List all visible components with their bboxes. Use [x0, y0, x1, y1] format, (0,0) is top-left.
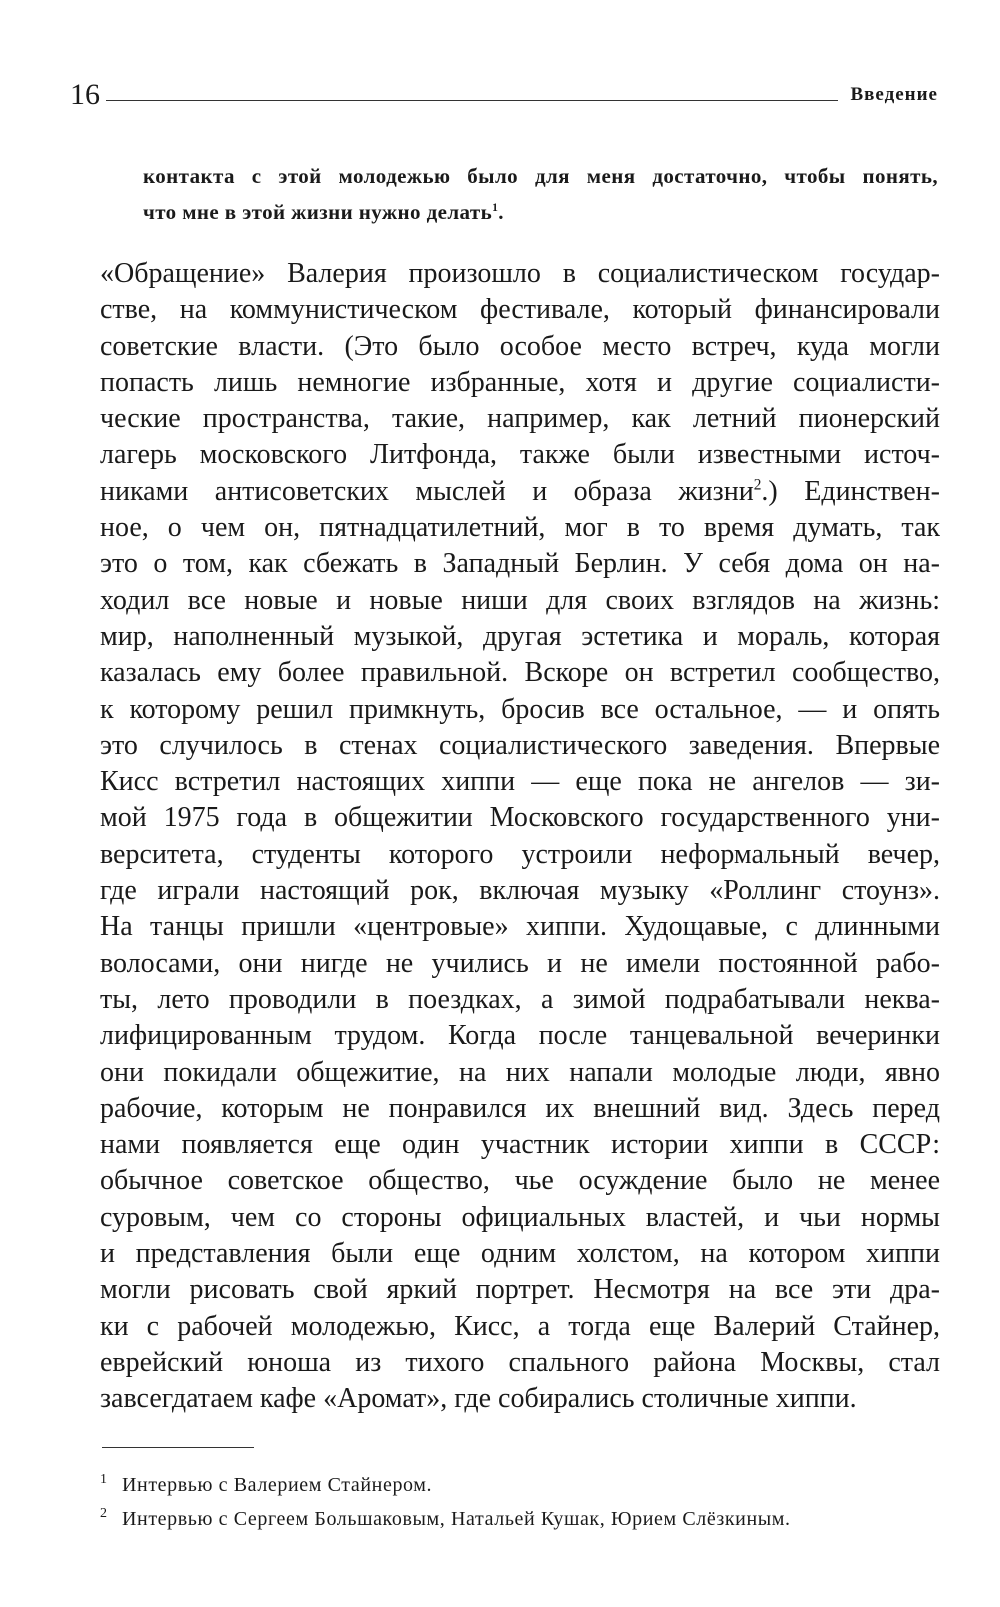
footnote-text: Интервью с Валерием Стайнером.	[122, 1474, 433, 1496]
footnote-ref: 2	[753, 476, 762, 494]
footnote: 2 Интервью с Сергеем Большаковым, Натальей Кушак, Юрием Слёзкиным.	[100, 1506, 791, 1530]
body-line: могли рисовать свой яркий портрет. Несмотря на все эти дра-	[100, 1274, 940, 1306]
body-line: они покидали общежитие, на них напали молодые люди, явно	[100, 1056, 940, 1088]
body-line: и представления были еще одним холстом, на котором хиппи	[100, 1238, 940, 1270]
body-line	[100, 474, 940, 510]
body-line: мой 1975 года в общежитии Московского государственного уни-	[100, 802, 940, 834]
body-line: к которому решил примкнуть, бросив все остальное, — и опять	[100, 693, 940, 725]
body-line: лагерь московского Литфонда, также были известными источ-	[100, 439, 940, 471]
footnote-ref: 1	[492, 202, 499, 214]
body-line: стве, на коммунистическом фестивале, который финансировали	[100, 294, 940, 326]
footnote-text: Интервью с Сергеем Большаковым, Натальей Кушак, Юрием Слёзкиным.	[122, 1508, 791, 1530]
body-line: волосами, они нигде не учились и не имели постоянной рабо-	[100, 947, 940, 979]
body-line: ки с рабочей молодежью, Кисс, а тогда еще Валерий Стайнер,	[100, 1310, 940, 1342]
body-paragraph	[100, 256, 940, 1418]
page-number: 16	[70, 78, 100, 111]
body-line: казалась ему более правильной. Вскоре он встретил сообщество,	[100, 657, 940, 689]
body-line: где играли настоящий рок, включая музыку «Роллинг стоунз».	[100, 875, 940, 907]
block-quote	[143, 158, 938, 230]
body-line: На танцы пришли «центровые» хиппи. Худощавые, с длинными	[100, 911, 940, 943]
quote-line-text: что мне в этой жизни нужно делать	[143, 200, 493, 224]
body-line-text: никами антисоветских мыслей и образа жизни	[100, 475, 754, 507]
body-line: суровым, чем со стороны официальных властей, и чьи нормы	[100, 1201, 940, 1233]
header-rule	[106, 100, 838, 101]
footnote-rule	[102, 1447, 254, 1448]
quote-line-tail: .	[498, 200, 504, 224]
body-line: нами появляется еще один участник истории хиппи в СССР:	[100, 1129, 940, 1161]
footnotes	[100, 1468, 940, 1536]
quote-line	[143, 194, 938, 230]
body-line: ческие пространства, такие, например, как летний пионерский	[100, 403, 940, 435]
body-line: это случилось в стенах социалистического заведения. Впервые	[100, 729, 940, 761]
quote-line: контакта с этой молодежью было для меня достаточно, чтобы понять,	[143, 164, 938, 188]
body-line: завсегдатаем кафе «Аромат», где собирались столичные хиппи.	[100, 1383, 857, 1415]
body-line: обычное советское общество, чье осуждение было не менее	[100, 1165, 940, 1197]
body-line: мир, наполненный музыкой, другая эстетика и мораль, которая	[100, 620, 940, 652]
page-header	[70, 78, 938, 112]
body-line: лифицированным трудом. Когда после танцевальной вечеринки	[100, 1020, 940, 1052]
body-line: попасть лишь немногие избранные, хотя и другие социалисти-	[100, 366, 940, 398]
body-line: это о том, как сбежать в Западный Берлин. У себя дома он на-	[100, 548, 940, 580]
body-line: ходил все новые и новые ниши для своих взглядов на жизнь:	[100, 584, 940, 616]
body-line: ное, о чем он, пятнадцатилетний, мог в то время думать, так	[100, 512, 940, 544]
body-line: верситета, студенты которого устроили неформальный вечер,	[100, 838, 940, 870]
body-line: рабочие, которым не понравился их внешний вид. Здесь перед	[100, 1092, 940, 1124]
body-line: ты, лето проводили в поездках, а зимой подрабатывали неква-	[100, 983, 940, 1015]
running-head: Введение	[850, 84, 938, 105]
body-line: еврейский юноша из тихого спального района Москвы, стал	[100, 1346, 940, 1378]
footnote: 1 Интервью с Валерием Стайнером.	[100, 1472, 433, 1496]
body-line: «Обращение» Валерия произошло в социалистическом государ-	[100, 258, 940, 289]
body-line: Кисс встретил настоящих хиппи — еще пока не ангелов — зи-	[100, 766, 940, 798]
body-line-tail: .) Единствен-	[761, 475, 940, 507]
body-line: советские власти. (Это было особое место встреч, куда могли	[100, 330, 940, 362]
